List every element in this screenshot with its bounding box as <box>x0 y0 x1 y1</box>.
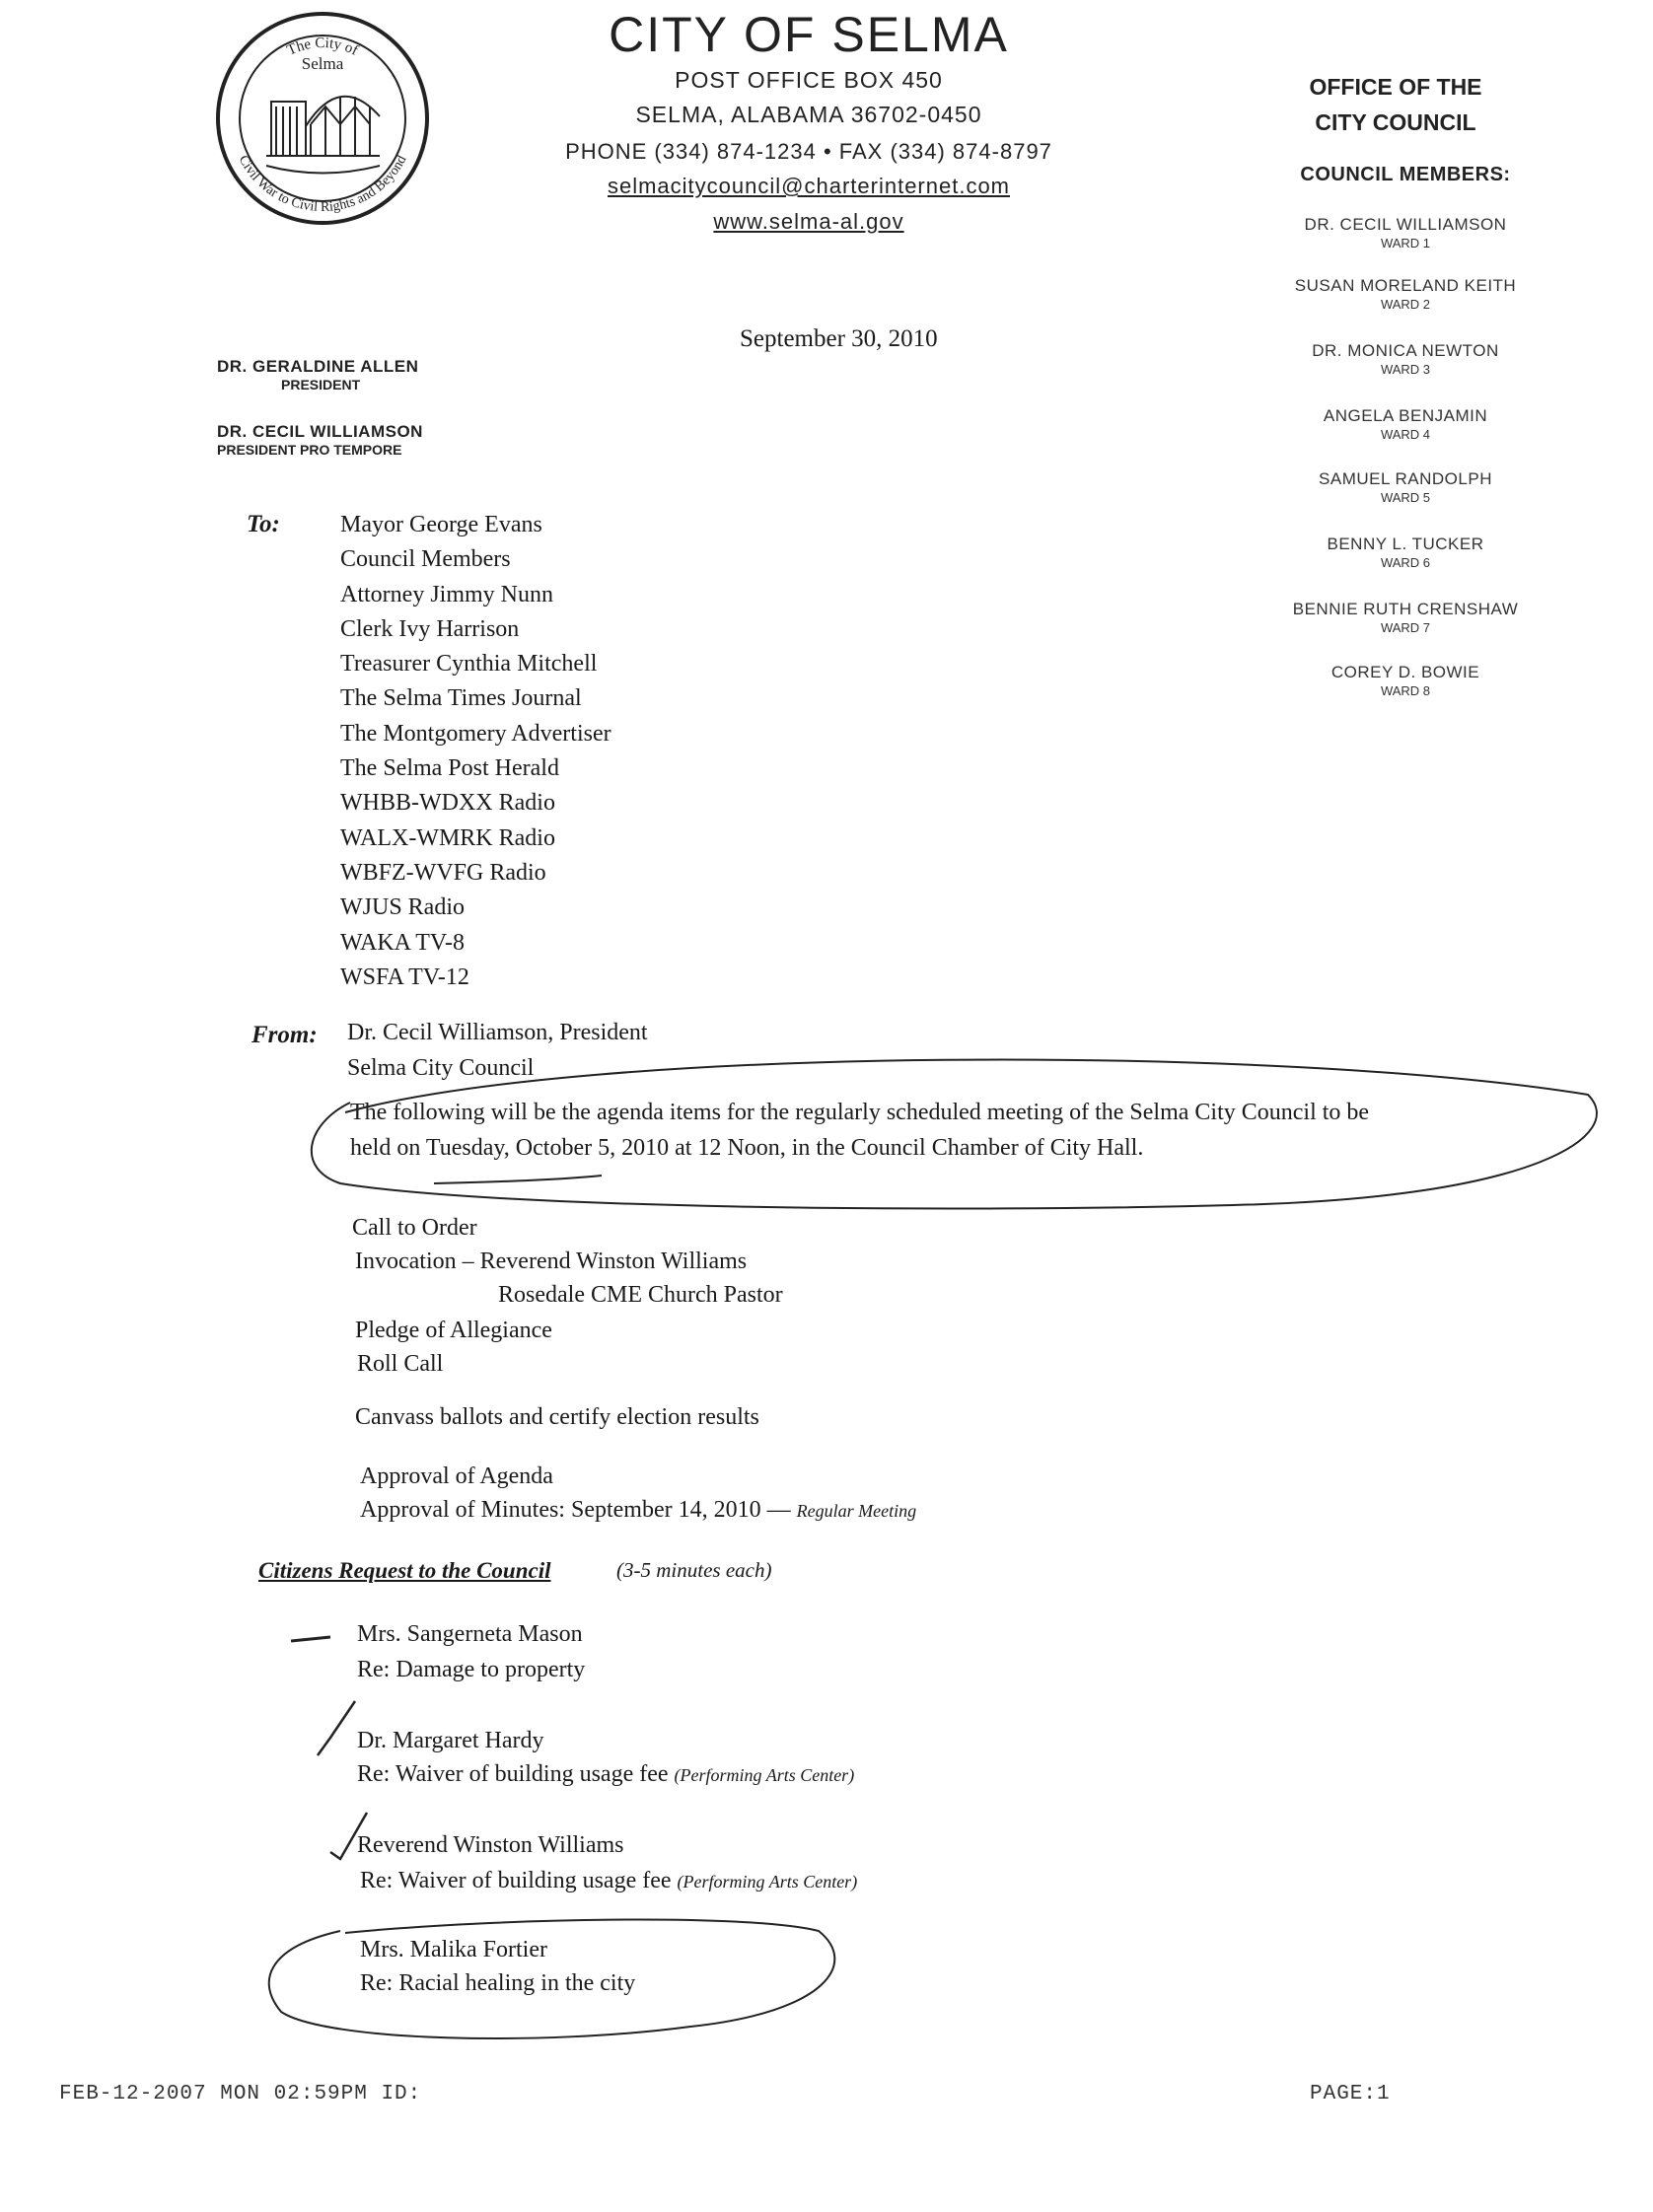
from-organization: Selma City Council <box>347 1055 535 1081</box>
citizen-request-subject-text: Re: Waiver of building usage fee <box>357 1761 669 1787</box>
member-name: COREY D. BOWIE <box>1330 663 1480 681</box>
fax-timestamp: FEB-12-2007 MON 02:59PM ID: <box>59 2083 422 2105</box>
office-title-line: CITY COUNCIL <box>1315 109 1476 135</box>
member-ward: WARD 1 <box>1380 236 1431 250</box>
recipient: The Montgomery Advertiser <box>340 720 611 747</box>
citizens-request-note: (3-5 minutes each) <box>616 1558 772 1582</box>
officer-title: PRESIDENT PRO TEMPORE <box>217 442 402 458</box>
citizen-request-name: Reverend Winston Williams <box>357 1832 624 1858</box>
officer-name: DR. CECIL WILLIAMSON <box>217 422 423 441</box>
council-member <box>1272 276 1539 312</box>
member-ward: WARD 4 <box>1380 427 1431 442</box>
check-mark <box>318 1701 355 1755</box>
member-ward: WARD 8 <box>1380 683 1431 698</box>
agenda-roll-call: Roll Call <box>357 1351 444 1377</box>
citizen-request-name: Mrs. Sangerneta Mason <box>357 1621 583 1647</box>
citizen-request-name: Mrs. Malika Fortier <box>360 1937 547 1962</box>
council-member <box>1272 469 1539 505</box>
address-po-box: POST OFFICE BOX 450 <box>675 67 943 93</box>
recipient: WALX-WMRK Radio <box>340 824 555 851</box>
member-ward: WARD 3 <box>1380 362 1431 377</box>
address-city-state: SELMA, ALABAMA 36702-0450 <box>635 102 982 127</box>
recipient: Council Members <box>340 546 511 573</box>
citizen-request-venue: (Performing Arts Center) <box>674 1765 855 1785</box>
member-ward: WARD 7 <box>1380 620 1431 635</box>
city-name: CITY OF SELMA <box>609 7 1009 62</box>
recipient: The Selma Times Journal <box>340 685 582 712</box>
officer-president-pro-tempore <box>217 422 423 458</box>
recipient: WSFA TV-12 <box>340 963 469 990</box>
recipient: Mayor George Evans <box>340 512 542 537</box>
from-label: From: <box>252 1022 318 1048</box>
agenda-invocation: Invocation – Reverend Winston Williams <box>355 1249 748 1274</box>
to-label: To: <box>247 511 280 537</box>
officer-title: PRESIDENT <box>281 377 361 392</box>
recipient: WJUS Radio <box>340 894 465 921</box>
member-name: BENNY L. TUCKER <box>1327 535 1484 553</box>
agenda-approval-minutes <box>360 1497 916 1524</box>
member-ward: WARD 5 <box>1380 490 1431 505</box>
dash-mark <box>291 1637 330 1641</box>
member-name: SAMUEL RANDOLPH <box>1319 469 1492 488</box>
officer-name: DR. GERALDINE ALLEN <box>217 357 419 376</box>
from-name: Dr. Cecil Williamson, President <box>347 1020 648 1045</box>
council-member <box>1272 600 1539 635</box>
council-member <box>1272 215 1539 250</box>
citizen-request-subject: Re: Racial healing in the city <box>360 1970 636 1996</box>
recipient: Clerk Ivy Harrison <box>340 615 520 642</box>
seal-center-text: Selma <box>301 54 344 73</box>
website-link[interactable]: www.selma-al.gov <box>713 209 904 234</box>
council-members-heading: COUNCIL MEMBERS: <box>1300 164 1511 185</box>
recipient: Attorney Jimmy Nunn <box>340 581 553 607</box>
recipient: WAKA TV-8 <box>340 929 466 956</box>
bridge-icon <box>266 97 380 174</box>
agenda-call-to-order: Call to Order <box>352 1215 477 1241</box>
agenda-pledge: Pledge of Allegiance <box>355 1318 552 1343</box>
underline-annotation <box>434 1176 602 1183</box>
agenda-approval-agenda: Approval of Agenda <box>360 1463 553 1489</box>
citizen-request-subject: Re: Damage to property <box>357 1657 586 1682</box>
address-phone-fax: PHONE (334) 874-1234 • FAX (334) 874-8797 <box>565 139 1052 164</box>
council-member <box>1272 663 1539 698</box>
approval-minutes-text: Approval of Minutes: September 14, 2010 — <box>360 1497 791 1523</box>
agenda-invocation-sub: Rosedale CME Church Pastor <box>498 1282 783 1308</box>
member-name: SUSAN MORELAND KEITH <box>1294 276 1517 295</box>
seal-top-text: The City of <box>284 35 361 59</box>
office-title-line: OFFICE OF THE <box>1309 74 1482 100</box>
page-number: PAGE:1 <box>1310 2083 1391 2105</box>
member-name: DR. CECIL WILLIAMSON <box>1304 215 1507 234</box>
member-name: BENNIE RUTH CRENSHAW <box>1292 600 1519 618</box>
citizen-request-name: Dr. Margaret Hardy <box>357 1728 544 1753</box>
citizen-request-venue: (Performing Arts Center) <box>677 1872 858 1891</box>
seal-ring-text: Civil War to Civil Rights and Beyond <box>235 153 410 216</box>
citizen-request-subject-text: Re: Waiver of building usage fee <box>360 1868 672 1893</box>
recipient: The Selma Post Herald <box>340 755 559 782</box>
council-email-link[interactable]: selmacitycouncil@charterinternet.com <box>607 174 1011 198</box>
citizens-request-heading: Citizens Request to the Council <box>258 1558 551 1583</box>
citizen-request-subject <box>357 1761 854 1788</box>
recipient: WHBB-WDXX Radio <box>340 790 555 817</box>
agenda-intro-line: The following will be the agenda items for the regularly scheduled meeting of the Selma City Council to be <box>350 1100 1370 1125</box>
council-member <box>1272 341 1539 377</box>
officer-president <box>217 357 418 392</box>
council-member <box>1272 406 1539 442</box>
recipient: Treasurer Cynthia Mitchell <box>340 651 598 678</box>
agenda-intro <box>350 1095 1593 1166</box>
approval-minutes-note: Regular Meeting <box>796 1501 917 1521</box>
city-seal-graphic <box>212 8 434 230</box>
office-title <box>1282 69 1509 140</box>
recipient-list <box>340 508 611 995</box>
member-name: DR. MONICA NEWTON <box>1312 341 1499 360</box>
memo-date: September 30, 2010 <box>740 325 938 352</box>
city-seal <box>212 8 434 230</box>
citizen-request-subject <box>360 1868 857 1894</box>
member-ward: WARD 6 <box>1380 555 1431 570</box>
member-name: ANGELA BENJAMIN <box>1323 406 1488 425</box>
recipient: WBFZ-WVFG Radio <box>340 859 546 886</box>
member-ward: WARD 2 <box>1380 297 1431 312</box>
council-member <box>1272 535 1539 570</box>
agenda-intro-line: held on Tuesday, October 5, 2010 at 12 Noon, in the Council Chamber of City Hall. <box>350 1135 1144 1161</box>
agenda-canvass: Canvass ballots and certify election results <box>355 1404 759 1430</box>
